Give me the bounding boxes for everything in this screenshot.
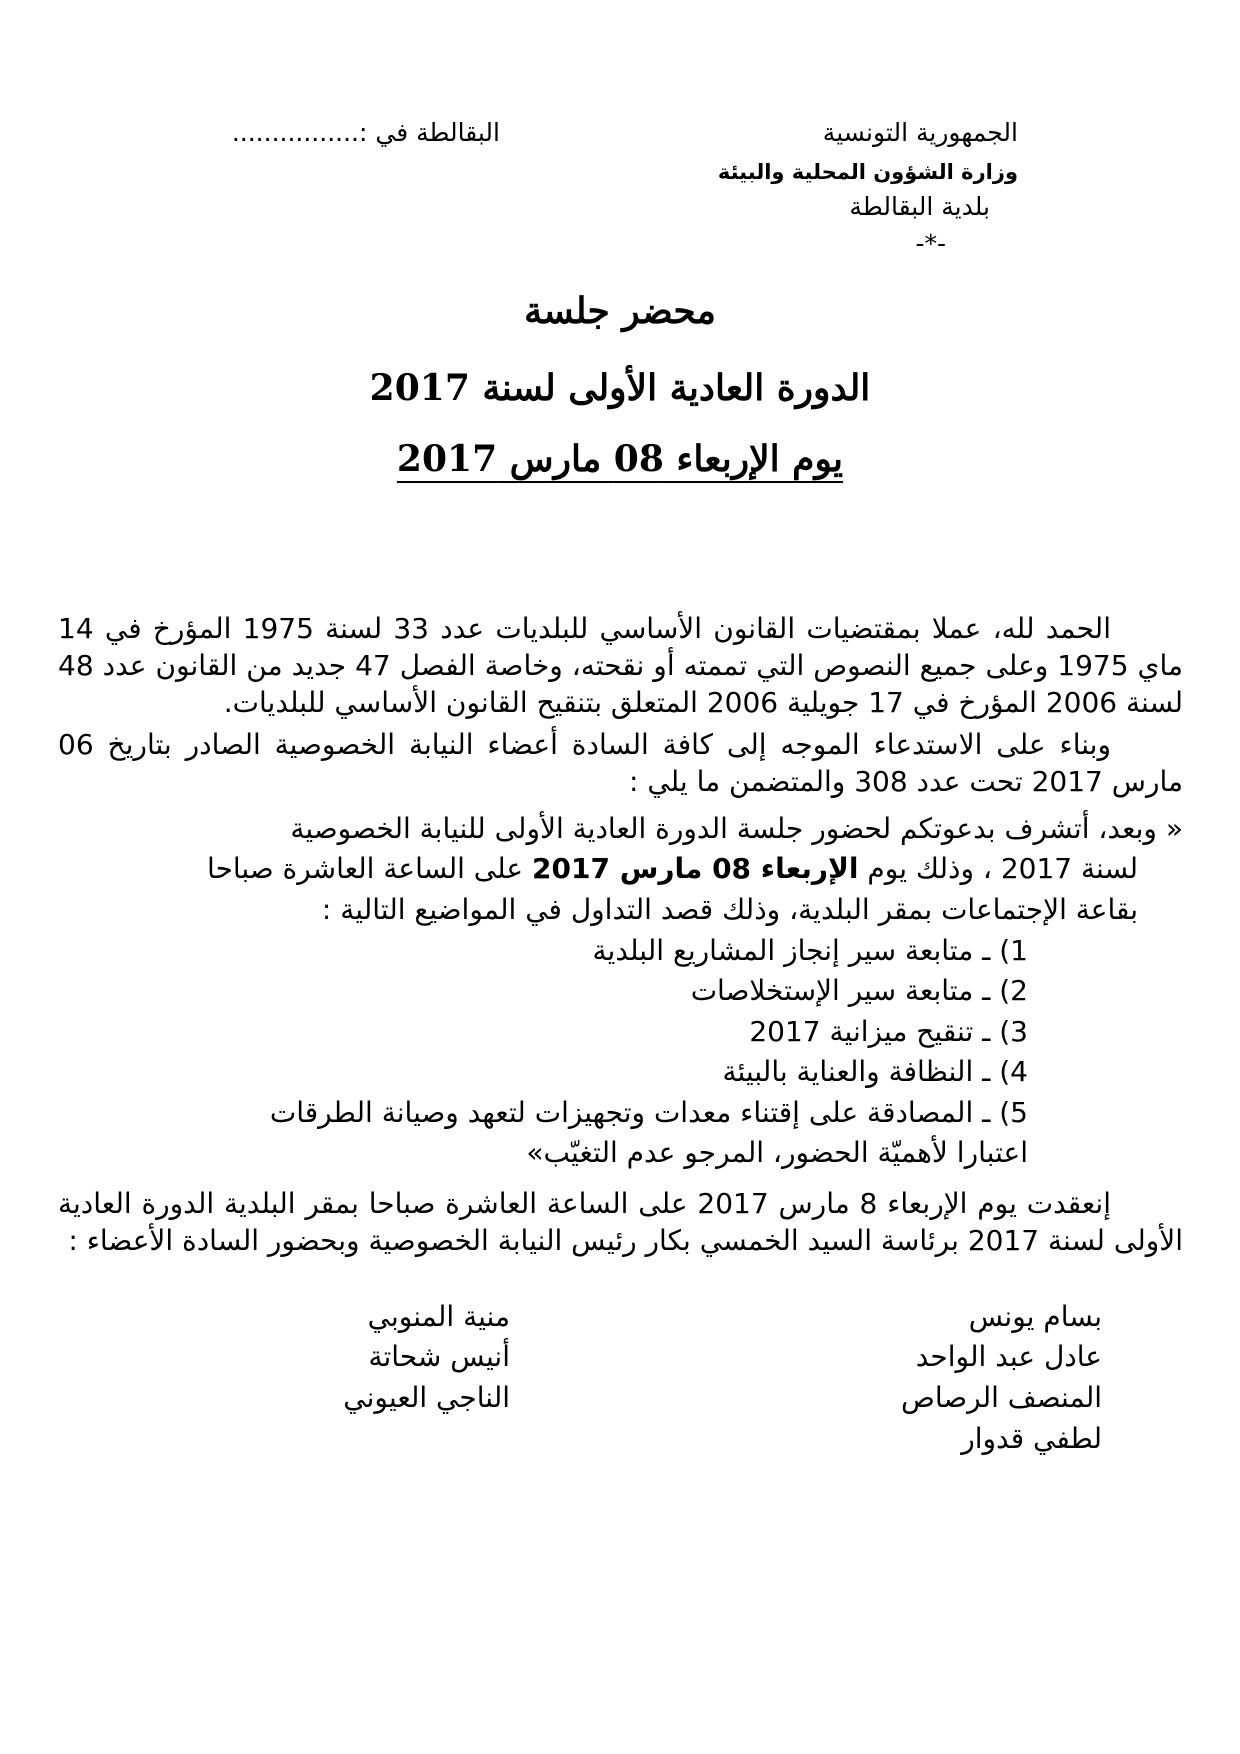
republic-label: الجمهورية التونسية [822, 118, 1018, 147]
title-date-text: يوم الإربعاء 08 مارس 2017 [396, 438, 844, 480]
agenda-item: 3) ـ تنقيح ميزانية 2017 [749, 1015, 1028, 1048]
title-date [0, 438, 1240, 480]
agenda-item: 4) ـ النظافة والعناية بالبيئة [722, 1055, 1028, 1088]
ministry-label: وزارة الشؤون المحلية والبيئة [717, 160, 1018, 184]
paragraph-session: إنعقدت يوم الإربعاء 8 مارس 2017 على الساعة العاشرة صباحا بمقر البلدية الدورة العادية الأولى لسنة 2017 برئاسة السيد الخمسي بكار رئيس النيابة الخصوصية وبحضور السادة الأعضاء : [58, 1187, 1183, 1257]
member-name: المنصف الرصاص [900, 1381, 1102, 1414]
municipality-label: بلدية البقالطة [849, 192, 990, 221]
member-name: منية المنوبي [367, 1300, 510, 1333]
agenda-item: 2) ـ متابعة سير الإستخلاصات [690, 974, 1028, 1007]
quote-line-3: بقاعة الإجتماعات بمقر البلدية، وذلك قصد التداول في المواضيع التالية : [321, 893, 1138, 926]
quote-line-2a: لسنة 2017 ، وذلك يوم [858, 852, 1138, 885]
separator: -*- [915, 229, 946, 258]
member-name: أنيس شحاتة [368, 1340, 510, 1373]
member-name: لطفي قدوار [961, 1422, 1102, 1455]
agenda-item: 5) ـ المصادقة على إقتناء معدات وتجهيزات لتعهد وصيانة الطرقات [269, 1096, 1028, 1129]
quote-line-2-date: الإربعاء 08 مارس 2017 [532, 852, 859, 885]
title-minutes: محضر جلسة [524, 290, 716, 332]
place-date: البقالطة في :................ [231, 118, 500, 147]
paragraph-convocation: وبناء على الاستدعاء الموجه إلى كافة السادة أعضاء النيابة الخصوصية الصادر بتاريخ 06 مارس 2017 تحت عدد 308 والمتضمن ما يلي : [58, 728, 1183, 798]
quote-line-2 [207, 852, 1138, 885]
quote-line-2c: على الساعة العاشرة صباحا [207, 852, 533, 885]
member-name: عادل عبد الواحد [915, 1340, 1102, 1373]
member-name: الناجي العيوني [343, 1381, 510, 1414]
title-session: الدورة العادية الأولى لسنة 2017 [369, 367, 871, 409]
paragraph-preamble: الحمد لله، عملا بمقتضيات القانون الأساسي للبلديات عدد 33 لسنة 1975 المؤرخ في 14 ماي 1975 وعلى جميع النصوص التي تممته أو نقحته، وخاصة الفصل 47 جديد من القانون عدد 48 لسنة 2006 المؤرخ في 17 جويلية 2006 المتعلق بتنقيح القانون الأساسي للبلديات. [58, 612, 1183, 719]
quote-line-1: « وبعد، أتشرف بدعوتكم لحضور جلسة الدورة العادية الأولى للنيابة الخصوصية [290, 812, 1183, 845]
closing-line: اعتبارا لأهميّة الحضور، المرجو عدم التغيّب» [526, 1136, 1028, 1169]
agenda-item: 1) ـ متابعة سير إنجاز المشاريع البلدية [592, 934, 1028, 967]
member-name: بسام يونس [968, 1300, 1102, 1333]
